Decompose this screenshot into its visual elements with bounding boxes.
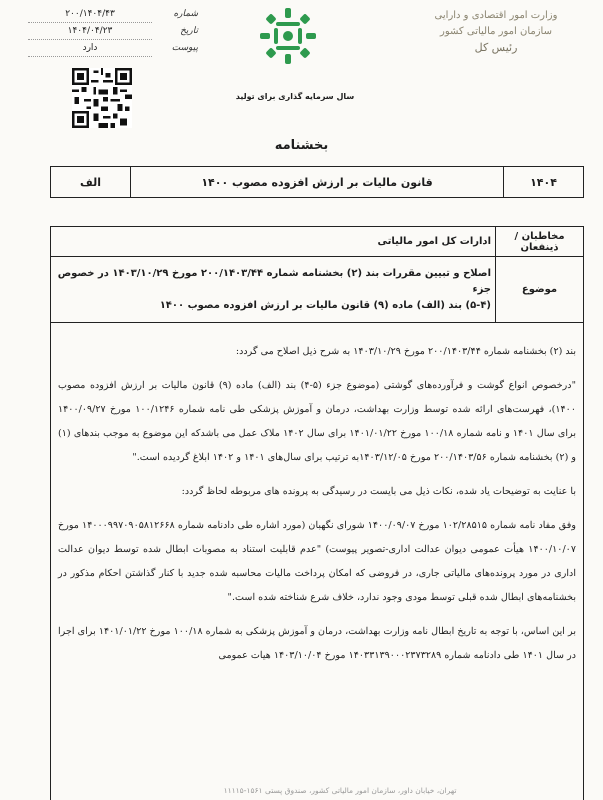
audience-label: مخاطبان / ذینفعان bbox=[496, 227, 584, 257]
paragraph: با عنایت به توضیحات یاد شده، نکات ذیل می بایست در رسیدگی به پرونده های مربوطه لحاظ گردد: bbox=[181, 486, 576, 497]
paragraph: وفق مفاد نامه شماره ۱۰۲/۲۸۵۱۵ مورخ ۱۴۰۰/۰۹/۰۷ شورای نگهبان (مورد اشاره طی دادنامه شماره ۱۴۰۰۰۹۹۷۰۹۰۵۸۱۲۶۶۸ مورخ ۱۴۰۰/۱۰/۰۷ هیأت عمومی دیوان عدالت اداری-تصویر پیوست) "عدم قابلیت استناد به مصوبات ابطال شده توسط دیوان عدالت اداری در مورد پرونده‌های مالیاتی جاری، در فروضی که امکان پرداخت مالیات محاسبه شده جدید با کنار گذاشتن احکام مذکور در بخشنامه‌های ابطال شده قبلی توسط مودی وجود ندارد، خلاف شرع شناخته شده است." bbox=[58, 520, 576, 603]
attachment-label: پیوست bbox=[171, 43, 198, 53]
paragraph: بر این اساس، با توجه به تاریخ ابطال نامه وزارت بهداشت، درمان و آموزش پزشکی به شماره ۱۰۰/۱۸ مورخ ۱۴۰۱/۰۱/۲۲ برای اجرا در سال ۱۴۰۱ طی دادنامه شماره ۱۴۰۳۳۱۳۹۰۰۰۲۳۷۳۲۸۹ مورخ ۱۴۰۳/۱۰/۰۴ هیات عمومی bbox=[58, 626, 576, 661]
org-line-head: رئیس کل bbox=[474, 41, 518, 54]
tax-organization-emblem-icon bbox=[258, 6, 318, 68]
footer-address: تهران، خیابان داور، سازمان امور مالیاتی کشور، صندوق پستی ۱۵۶۱-۱۱۱۱۵ bbox=[223, 786, 457, 795]
circular-info-table bbox=[50, 166, 584, 198]
audience-value: ادارات کل امور مالیاتی bbox=[51, 227, 496, 257]
qr-code-icon bbox=[72, 68, 132, 128]
subject-value bbox=[51, 257, 496, 323]
number-label: شماره bbox=[173, 9, 198, 19]
number-value: ۲۰۰/۱۴۰۴/۴۳ bbox=[28, 6, 152, 23]
subject-line: (۵-۴) بند (الف) ماده (۹) قانون مالیات بر ارزش افزوده مصوب ۱۴۰۰ bbox=[159, 299, 491, 311]
date-value: ۱۴۰۴/۰۴/۲۳ bbox=[28, 23, 152, 40]
paragraph: "درخصوص انواع گوشت و فرآورده‌های گوشتی (موضوع جزء (۵-۴) بند (الف) ماده (۹) قانون مالیات بر ارزش افزوده مصوب ۱۴۰۰)، فهرست‌های ارائه شده توسط وزارت بهداشت، درمان و آموزش پزشکی طی نامه شماره ۱۰۰/۱۲۴۶ مورخ ۱۴۰۰/۰۹/۲۷ برای سال ۱۴۰۱ و نامه شماره ۱۰۰/۱۸ مورخ ۱۴۰۱/۰۱/۲۲ برای سال ۱۴۰۲ ملاک عمل می باشدکه این موضوع به موجب بندهای (۱) و (۲) بخشنامه شماره ۲۰۰/۱۴۰۳/۵۶ مورخ ۱۴۰۳/۱۲/۰۵به ترتیب برای سال‌های ۱۴۰۱ و ۱۴۰۲ ابلاغ گردیده است." bbox=[58, 380, 577, 463]
organization-header bbox=[401, 8, 591, 56]
date-label: تاریخ bbox=[180, 26, 198, 36]
subject-table bbox=[50, 226, 584, 323]
subject-line: اصلاح و تبیین مقررات بند (۲) بخشنامه شماره ۲۰۰/۱۴۰۳/۴۴ مورخ ۱۴۰۳/۱۰/۲۹ در خصوص جزء bbox=[57, 267, 491, 295]
attachment-value: دارد bbox=[28, 40, 152, 57]
year-slogan: سال سرمایه گذاری برای تولید bbox=[235, 92, 355, 101]
year-cell: ۱۴۰۴ bbox=[504, 167, 584, 198]
paragraph: بند (۲) بخشنامه شماره ۲۰۰/۱۴۰۳/۴۴ مورخ ۱۴۰۳/۱۰/۲۹ به شرح ذیل اصلاح می گردد: bbox=[235, 346, 576, 357]
body-content bbox=[58, 340, 576, 678]
law-cell: قانون مالیات بر ارزش افزوده مصوب ۱۴۰۰ bbox=[131, 167, 504, 198]
subject-label: موضوع bbox=[496, 257, 584, 323]
series-cell: الف bbox=[51, 167, 131, 198]
org-line-ministry: وزارت امور اقتصادی و دارایی bbox=[434, 10, 558, 21]
letter-meta bbox=[28, 6, 198, 57]
document-title: بخشنامه bbox=[274, 138, 329, 153]
org-line-organization: سازمان امور مالیاتی کشور bbox=[440, 26, 552, 37]
